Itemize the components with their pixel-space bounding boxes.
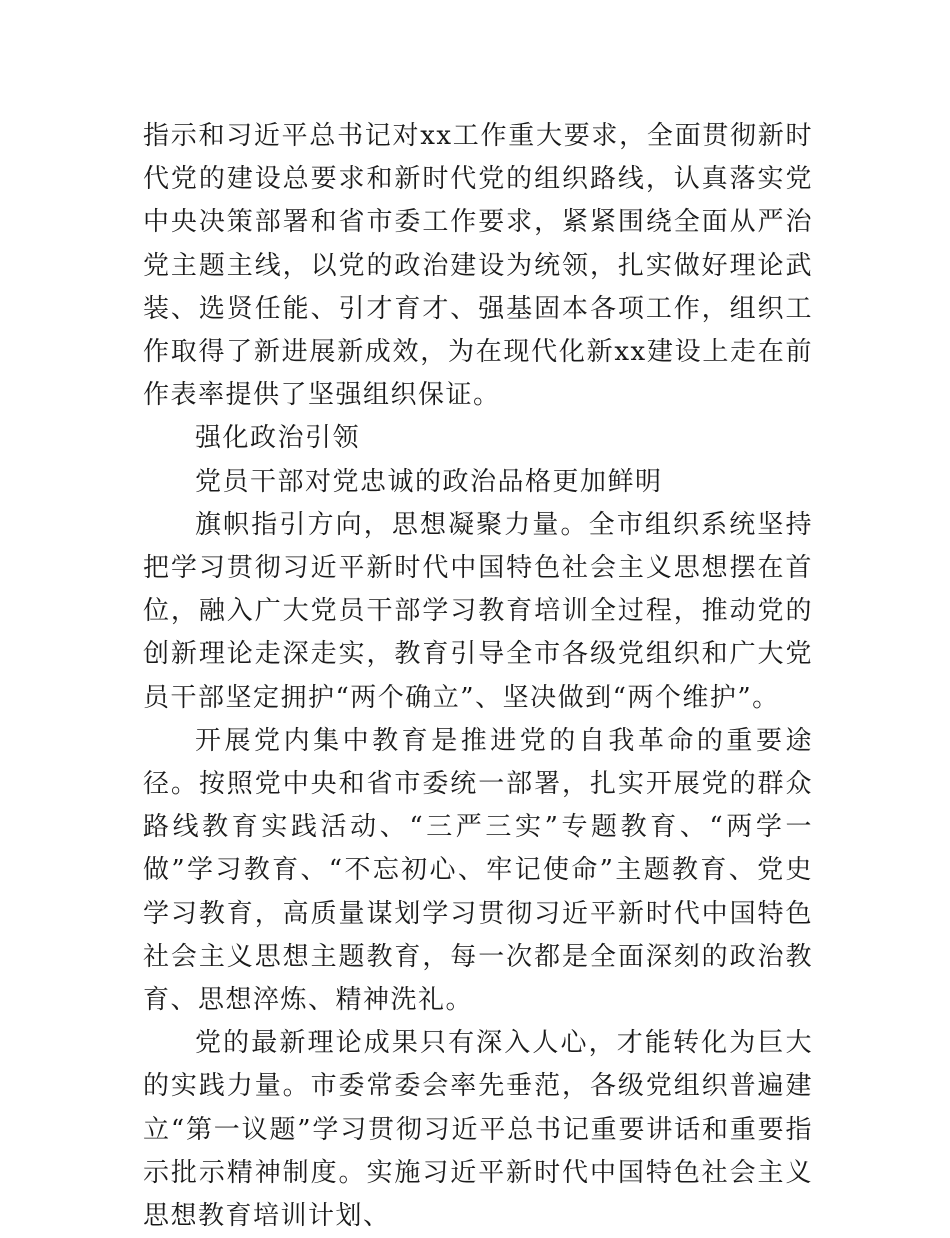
paragraph-continuation: 指示和习近平总书记对xx工作重大要求，全面贯彻新时代党的建设总要求和新时代党的组织路线，认真落实党中央决策部署和省市委工作要求，紧紧围绕全面从严治党主题主线，以党的政治建设为统领，扎实做好理论武装、选贤任能、引才育才、强基固本各项工作，组织工作取得了新进展新成效，为在现代化新xx建设上走在前作表率提供了坚强组织保证。 [143,121,813,411]
section-heading: 强化政治引领 [195,423,361,454]
paragraph-practice: 党的最新理论成果只有深入人心，才能转化为巨大的实践力量。市委常委会率先垂范，各级党组织普遍建立“第一议题”学习贯彻习近平总书记重要讲话和重要指示批示精神制度。实施习近平新时代中国特色社会主义思想教育培训计划、 [143,1028,813,1232]
document-body [143,115,813,1238]
paragraph-theory: 旗帜指引方向，思想凝聚力量。全市组织系统坚持把学习贯彻习近平新时代中国特色社会主义思想摆在首位，融入广大党员干部学习教育培训全过程，推动党的创新理论走深走实，教育引导全市各级党组织和广大党员干部坚定拥护“两个确立”、坚决做到“两个维护”。 [143,509,813,713]
paragraph-education: 开展党内集中教育是推进党的自我革命的重要途径。按照党中央和省市委统一部署，扎实开展党的群众路线教育实践活动、“三严三实”专题教育、“两学一做”学习教育、“不忘初心、牢记使命”主题教育、党史学习教育，高质量谋划学习贯彻习近平新时代中国特色社会主义思想主题教育，每一次都是全面深刻的政治教育、思想淬炼、精神洗礼。 [143,725,813,1016]
section-subheading: 党员干部对党忠诚的政治品格更加鲜明 [195,466,663,497]
